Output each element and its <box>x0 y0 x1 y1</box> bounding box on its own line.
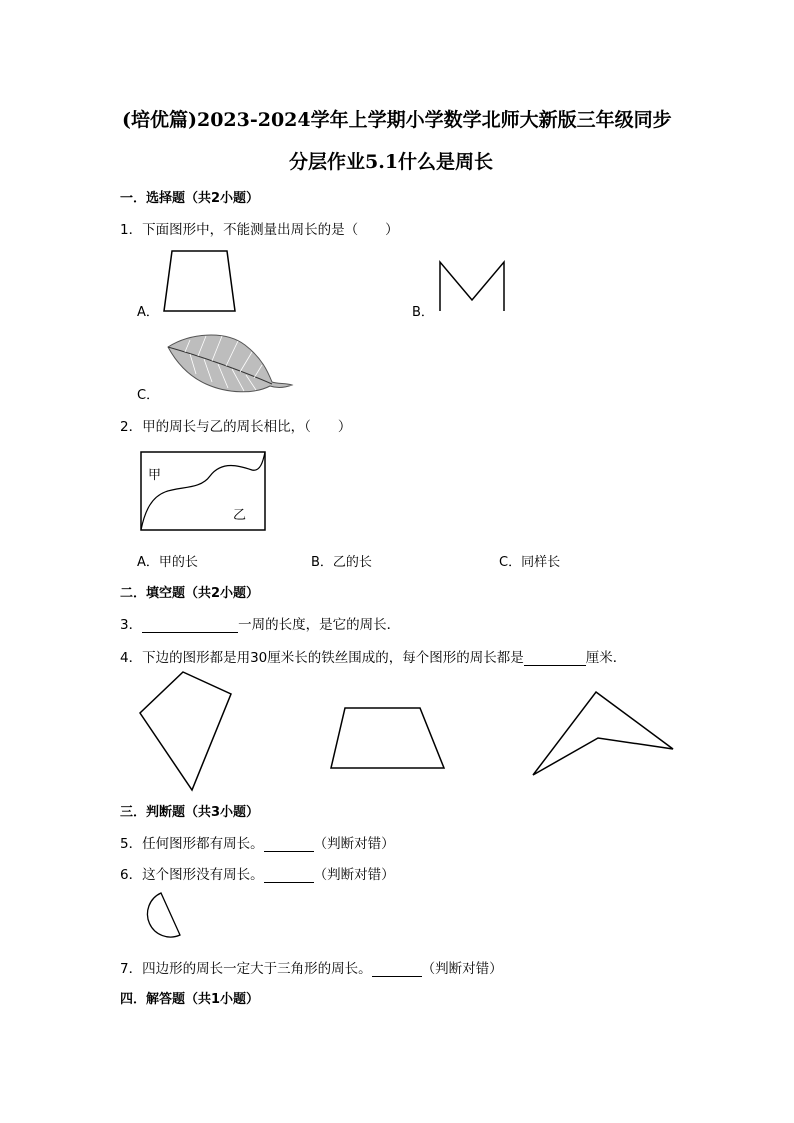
q2-option-a: A．甲的长 <box>137 555 198 570</box>
q7-suffix: （判断对错） <box>421 961 503 977</box>
q2-option-b: B．乙的长 <box>311 555 372 570</box>
q1-option-a-label: A． <box>137 305 159 320</box>
q1-option-b-label: B． <box>412 305 434 320</box>
label-yi: 乙 <box>233 508 247 523</box>
q7-answer-blank[interactable] <box>372 962 422 977</box>
q3-prefix: 3． <box>120 617 143 633</box>
q3-suffix: 一周的长度，是它的周长． <box>238 617 401 633</box>
page-title-line2: 分层作业5.1什么是周长 <box>289 151 494 173</box>
q4-prefix: 4．下边的图形都是用30厘米长的铁丝围成的，每个图形的周长都是 <box>120 650 524 666</box>
q6-text: 6．这个图形没有周长。 <box>120 867 264 883</box>
q1-option-c-label: C． <box>137 388 160 403</box>
question-1-text: 1．下面图形中，不能测量出周长的是（ ） <box>120 222 399 238</box>
section-heading-judge: 三．判断题（共3小题） <box>120 805 260 820</box>
label-jia: 甲 <box>148 468 162 483</box>
q6-suffix: （判断对错） <box>313 867 395 883</box>
section-heading-choice: 一．选择题（共2小题） <box>120 191 260 206</box>
q5-text: 5．任何图形都有周长。 <box>120 836 264 852</box>
q2-option-c: C．同样长 <box>499 555 561 570</box>
q5-suffix: （判断对错） <box>313 836 395 852</box>
section-heading-fill: 二．填空题（共2小题） <box>120 586 260 601</box>
question-7 <box>120 957 503 977</box>
page-title-line1: (培优篇)2023-2024学年上学期小学数学北师大新版三年级同步 <box>122 109 672 131</box>
question-2-text: 2．甲的周长与乙的周长相比，（ ） <box>120 419 352 435</box>
q7-text: 7．四边形的周长一定大于三角形的周长。 <box>120 961 372 977</box>
q4-suffix: 厘米． <box>585 650 627 666</box>
section-heading-answer: 四．解答题（共1小题） <box>120 992 260 1007</box>
